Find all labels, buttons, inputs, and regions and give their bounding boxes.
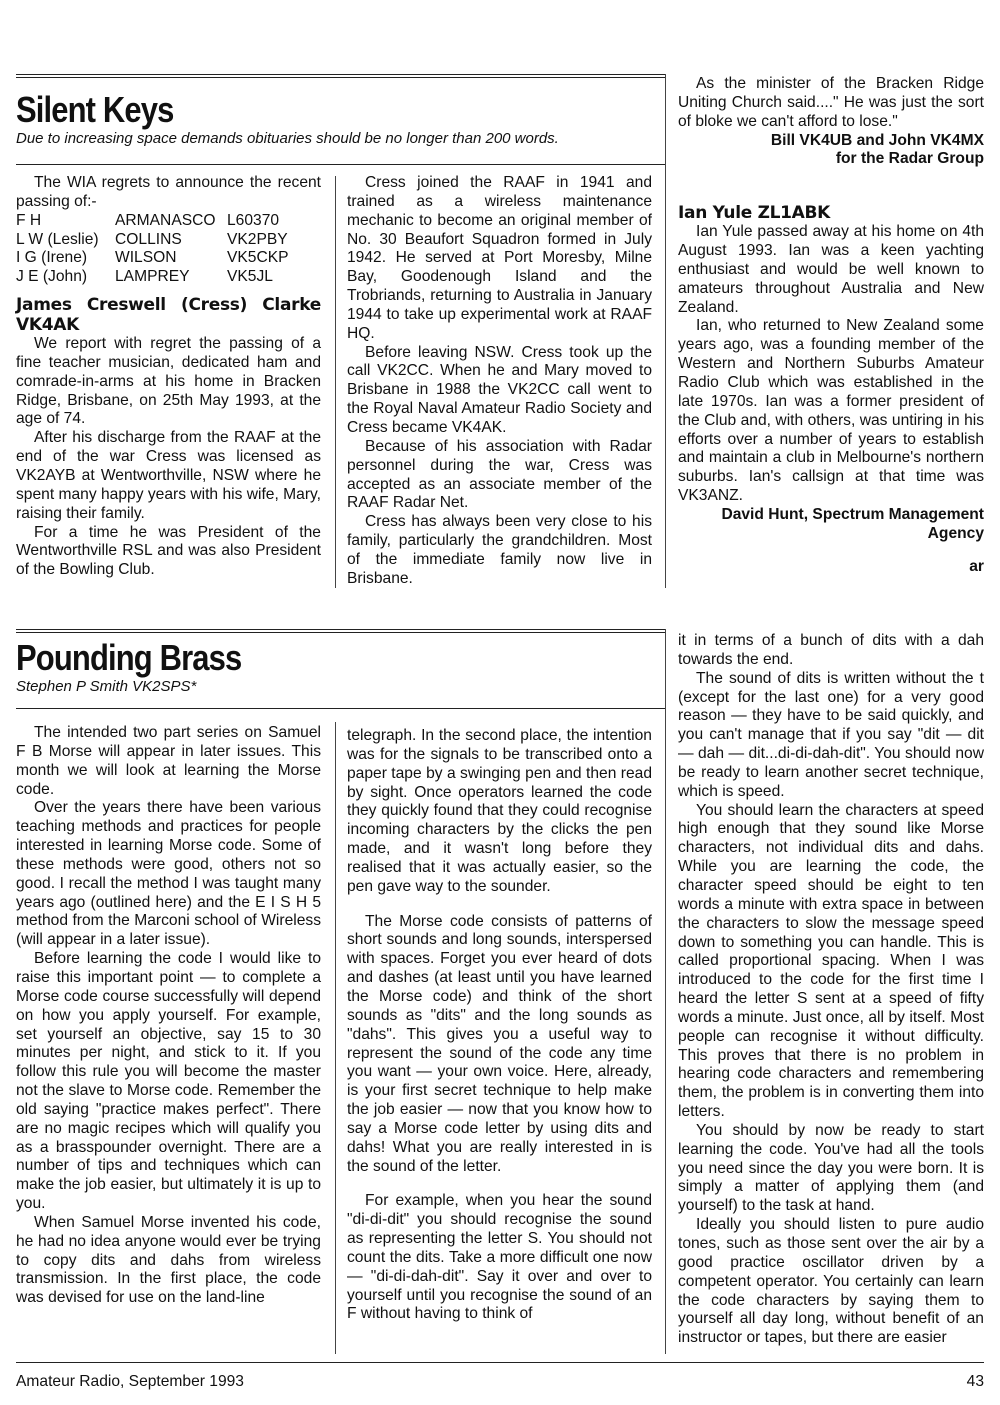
pounding-brass-byline: Stephen P Smith VK2SPS*	[16, 678, 197, 695]
column-divider	[665, 74, 666, 588]
section-rule-top	[16, 74, 666, 78]
passing-initials: I G (Irene)	[16, 249, 88, 267]
signature-line: for the Radar Group	[835, 150, 984, 168]
paragraph: Cress has always been very close to his family, particularly the grandchildren. Most of the immediate family now live in Brisbane.	[347, 513, 652, 587]
silent-keys-column-3	[678, 75, 984, 576]
paragraph: The intended two part series on Samuel F B Morse will appear in later issues. This month we will look at learning the Morse code.	[16, 724, 321, 798]
passing-initials: F H	[16, 211, 42, 229]
passing-callsign: VK2PBY	[227, 230, 288, 248]
paragraph: For a time he was President of the Wentworthville RSL and was also President of the Bowling Club.	[16, 523, 321, 579]
paragraph: telegraph. In the second place, the intention was for the signals to be transcribed onto a paper tape by a swinging pen and then read by sight. Once operators learned the code they quickly found that they could recognise incoming characters by the clicks the pen made, and it wasn't long before they realised that it was actually easier, so the pen gave way to the sounder.	[347, 727, 652, 895]
signature-line: Bill VK4UB and John VK4MX	[770, 131, 984, 149]
intro-text: The WIA regrets to announce the recent passing of:-	[16, 174, 321, 210]
table-row	[16, 268, 289, 287]
yule-heading: Ian Yule ZL1ABK	[678, 203, 831, 224]
paragraph: Ian Yule passed away at his home on 4th August 1993. Ian was a keen yachting enthusiast and would be well known to amateurs throughout Australia and New Zealand.	[678, 223, 984, 316]
passing-surname: LAMPREY	[115, 268, 190, 286]
paragraph: Ian, who returned to New Zealand some years ago, was a founding member of the Western and Northern Suburbs Amateur Radio Club which was established in the late 1970s. Ian was a former president of the Club and, with others, was untiring in his efforts over a number of years to establish and maintain a club in Melbourne's northern suburbs. Ian's callsign at that time was VK3ANZ.	[678, 317, 984, 505]
end-mark: ar	[969, 557, 984, 575]
passing-surname: COLLINS	[115, 230, 182, 248]
passing-initials: J E (John)	[16, 268, 88, 286]
clarke-signature	[678, 132, 984, 170]
paragraph: For example, when you hear the sound "di-di-dit" you should recognise the sound as representing the letter S. You should not count the dits. Take a more difficult one now — "di-di-dah-dit". Say it over and over to yourself until you recognise the sound of an F without having to think of	[347, 1192, 652, 1323]
signature-line: Agency	[927, 524, 984, 542]
paragraph: Before leaving NSW. Cress took up the call VK2CC. When he and Mary moved to Brisbane in 1988 the VK2CC call went to the Royal Naval Amateur Radio Society and Cress became VK4AK.	[347, 343, 652, 436]
paragraph: Ideally you should listen to pure audio tones, such as those sent over the air by a good practice oscillator driven by a competent operator. You certainly can learn the code characters by saying them to yourself all day long, without benefit of an instructor or tapes, but there are easier	[678, 1216, 984, 1347]
pounding-brass-title: Pounding Brass	[16, 637, 242, 678]
passing-callsign: VK5CKP	[227, 249, 289, 267]
passing-surname: ARMANASCO	[115, 211, 216, 229]
silent-keys-column-1	[16, 174, 321, 580]
passing-callsign: L60370	[227, 211, 280, 229]
passing-callsign: VK5JL	[227, 268, 273, 286]
paragraph: Because of his association with Radar personnel during the war, Cress was accepted as an associate member of the RAAF Radar Net.	[347, 437, 652, 512]
paragraph: You should by now be ready to start learning the code. You've had all the tools you need since the day you were born. It is simply a matter of applying them (and yourself) to the task at hand.	[678, 1121, 984, 1215]
silent-keys-column-2	[347, 174, 652, 589]
paragraph: After his discharge from the RAAF at the end of the war Cress was licensed as VK2AYB at Wentworthville, NSW where he spent many happy years with his wife, Mary, raising their family.	[16, 429, 321, 522]
byline-divider	[16, 708, 666, 709]
passings-table	[16, 212, 289, 287]
paragraph: The sound of dits is written without the t (except for the last one) for a very good reason — they have to be said quickly, and you can't manage that if you say "dit — dit — dah — dit...di-di-dah-dit". You should now be ready to learn another secret technique, which is speed.	[678, 669, 984, 800]
section-rule-top	[16, 629, 666, 633]
pounding-brass-column-1	[16, 724, 321, 1308]
pounding-brass-column-2	[347, 727, 652, 1324]
paragraph: We report with regret the passing of a fine teacher musician, dedicated ham and comrade-in-arms at his home in Bracken Ridge, Brisbane, on 25th May 1993, at the age of 74.	[16, 335, 321, 428]
paragraph: The Morse code consists of patterns of short sounds and long sounds, interspersed with spaces. Forget you ever heard of dots and dashes (at least until you have learned the Morse code) and think of the short sounds as "dits" and the long sounds as "dahs". This gives you a useful way to represent the sound of the code any time you want — your own voice. Here, already, is your first secret technique to help make the job easier — now that you know how to say a Morse code letter by using dits and dahs! What you are really interested in is the sound of the letter.	[347, 912, 652, 1175]
paragraph: When Samuel Morse invented his code, he had no idea anyone would ever be trying to copy dits and dahs from wireless transmission. In the first place, the code was devised for use on the land-line	[16, 1213, 321, 1307]
paragraph: Cress joined the RAAF in 1941 and trained as a wireless maintenance mechanic to become an original member of No. 30 Beaufort Squadron formed in July 1942. He served at Port Moresby, Milne Bay, Goodenough Island and the Trobriands, returning to Australia in January 1944 to take up experimental work at RAAF HQ.	[347, 174, 652, 342]
pounding-brass-column-3	[678, 632, 984, 1348]
paragraph: You should learn the characters at speed high enough that they sound like Morse characters, not individual dits and dahs. While you are learning the code, the character speed should be eight to ten words a minute with extra space in between the characters to slow the message speed down to something you can handle. This is called proportional spacing. When I was introduced to the code for the first time I heard the letter S sent at a speed of fifty words a minute. Just once, all by itself. Most people can recognise it without difficulty. This proves that there is no problem in hearing code characters and remembering them, the problem is in converting them into letters.	[678, 801, 984, 1121]
silent-keys-subtitle: Due to increasing space demands obituaries should be no longer than 200 words.	[16, 130, 559, 147]
paragraph: Before learning the code I would like to raise this important point — to complete a Morse code course successfully will depend on how you apply yourself. For example, set yourself an objective, say 15 to 30 minutes per night, and stick to it. If you follow this rule you will become the master not the slave to Morse code. Remember the old saying "practice makes perfect". There are no magic recipes which will qualify you as a brasspounder overnight. There are a number of tips and techniques which can make the job easier, but ultimately it is up to you.	[16, 950, 321, 1213]
paragraph: it in terms of a bunch of dits with a dah towards the end.	[678, 632, 984, 668]
signature-line: David Hunt, Spectrum Management	[721, 505, 984, 523]
column-divider	[335, 176, 336, 588]
table-row	[16, 212, 289, 231]
paragraph: Over the years there have been various teaching methods and practices for people interested in learning Morse code. Some of these methods were good, others not so good. I recall the method I was taught many years ago (outlined here) and the E I S H 5 method from the Marconi school of Wireless (will appear in a later issue).	[16, 799, 321, 949]
footer-rule	[16, 1362, 984, 1363]
silent-keys-title: Silent Keys	[16, 89, 174, 130]
subtitle-divider	[16, 164, 666, 165]
passing-surname: WILSON	[115, 249, 177, 267]
table-row	[16, 231, 289, 250]
yule-signature	[678, 506, 984, 544]
column-divider	[335, 722, 336, 1354]
footer-publication: Amateur Radio, September 1993	[16, 1373, 244, 1390]
footer-page-number: 43	[966, 1373, 984, 1390]
column-divider	[665, 629, 666, 1354]
table-row	[16, 249, 289, 268]
clarke-heading: James Creswell (Cress) Clarke VK4AK	[16, 295, 321, 336]
passing-initials: L W (Leslie)	[16, 230, 99, 248]
paragraph: As the minister of the Bracken Ridge Uniting Church said...." He was just the sort of bloke we can't afford to lose."	[678, 75, 984, 130]
